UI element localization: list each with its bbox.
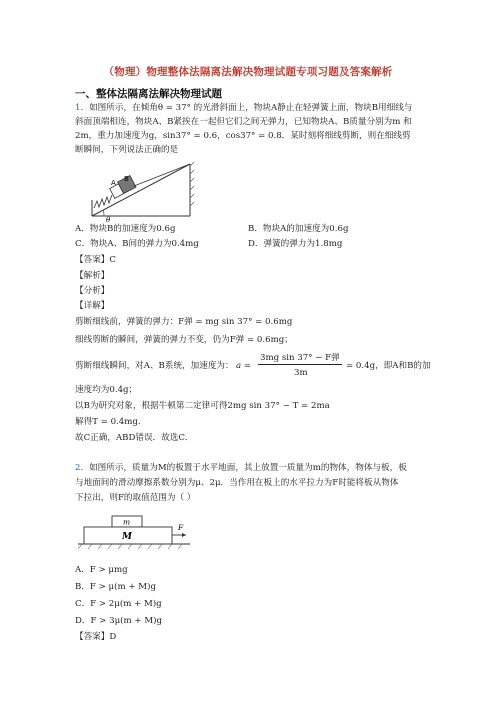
q1-solution-4: 速度均为0.4g； bbox=[75, 385, 138, 395]
incline-figure bbox=[86, 160, 196, 222]
q1-solution-3-result: = 0.4g，即A和B的加 bbox=[346, 361, 431, 371]
q2-text-line-3: 下拉出，则F的取值范围为（ ） bbox=[75, 493, 196, 503]
board-figure bbox=[78, 512, 190, 552]
label-b: B bbox=[124, 175, 129, 183]
q1-solution-1: 剪断细线前，弹簧的弹力：F弹 = mg sin 37° = 0.6mg bbox=[75, 317, 293, 327]
q1-text-line-4: 断瞬间，下列说法正确的是 bbox=[75, 145, 179, 155]
q2-option-d: D．F > 3μ(m + M)g bbox=[75, 616, 162, 626]
q2-text-line-2: 与地面间的滑动摩擦系数分别为μ、2μ．当作用在板上的水平拉力为F时能将板从物体 bbox=[75, 478, 399, 488]
q1-text-line-1: 如图所示，在倾角θ = 37° 的光滑斜面上，物块A静止在轻弹簧上面，物块B用细线与 bbox=[89, 103, 413, 113]
q1-number: 1． bbox=[75, 103, 90, 113]
q2-option-a: A．F > μmg bbox=[75, 565, 128, 575]
q1-detail-tag: 【详解】 bbox=[75, 301, 110, 311]
label-theta: θ bbox=[106, 216, 111, 222]
q2-line-1 bbox=[75, 462, 407, 474]
q1-solution-6: 解得T = 0.4mg． bbox=[75, 417, 147, 427]
q1-solution-2: 细线剪断的瞬间，弹簧的弹力不变，仍为F弹 = 0.6mg； bbox=[75, 335, 293, 345]
q1-solution-5: 以B为研究对象，根据牛顿第二定律可得2mg sin 37° − T = 2ma bbox=[75, 401, 330, 411]
q2-text-line-1: 如图所示，质量为M的板置于水平地面，其上放置一质量为m的物体，物体与板，板 bbox=[89, 463, 407, 473]
floor-hatching bbox=[78, 544, 182, 549]
q1-analysis-tag: 【解析】 bbox=[75, 271, 110, 281]
q1-fraction-numerator: 3mg sin 37° − F弹 bbox=[260, 353, 340, 363]
q1-fenxi-tag: 【分析】 bbox=[75, 286, 110, 296]
q1-option-a: A．物块B的加速度为0.6g bbox=[75, 224, 176, 234]
label-a: A bbox=[111, 179, 116, 187]
q2-answer: 【答案】D bbox=[75, 632, 117, 642]
angle-arc bbox=[103, 210, 104, 216]
label-F: F bbox=[178, 523, 184, 532]
label-M: M bbox=[122, 532, 132, 542]
q1-option-c: C．物块A、B间的弹力为0.4mg bbox=[75, 239, 199, 249]
q1-solution-7: 故C正确，ABD错误．故选C． bbox=[75, 433, 194, 443]
q1-solution-3-lead: 剪断细线瞬间，对A、B系统，加速度为： bbox=[75, 361, 234, 371]
document-title: （物理）物理整体法隔离法解决物理试题专项习题及答案解析 bbox=[103, 66, 393, 78]
wall-hatching bbox=[190, 162, 194, 206]
q1-line-1 bbox=[75, 102, 412, 114]
q1-answer: 【答案】C bbox=[75, 255, 116, 265]
q1-fraction-denominator: 3m bbox=[294, 368, 308, 378]
q2-number: 2． bbox=[75, 463, 90, 473]
q2-option-c: C．F > 2μ(m + M)g bbox=[75, 599, 162, 609]
q1-text-line-2: 斜面顶端相连，物块A、B紧挨在一起但它们之间无弹力，已知物块A、B质量分别为m 和 bbox=[75, 117, 412, 127]
q2-option-b: B．F > μ(m + M)g bbox=[75, 582, 156, 592]
thread bbox=[134, 164, 190, 186]
incline-line bbox=[92, 164, 190, 216]
force-arrowhead bbox=[182, 533, 186, 537]
q1-accel-symbol: a = bbox=[236, 361, 252, 371]
section-heading: 一、整体法隔离法解决物理试题 bbox=[75, 88, 222, 100]
spring bbox=[94, 195, 112, 208]
q1-option-b: B．物块A的加速度为0.6g bbox=[248, 224, 349, 234]
label-m: m bbox=[123, 517, 131, 527]
q1-option-d: D．弹簧的弹力为1.8mg bbox=[248, 239, 343, 249]
q1-text-line-3: 2m，重力加速度为g，sin37° = 0.6，cos37° = 0.8．某时刻将细线剪断，则在细线剪 bbox=[75, 131, 411, 141]
